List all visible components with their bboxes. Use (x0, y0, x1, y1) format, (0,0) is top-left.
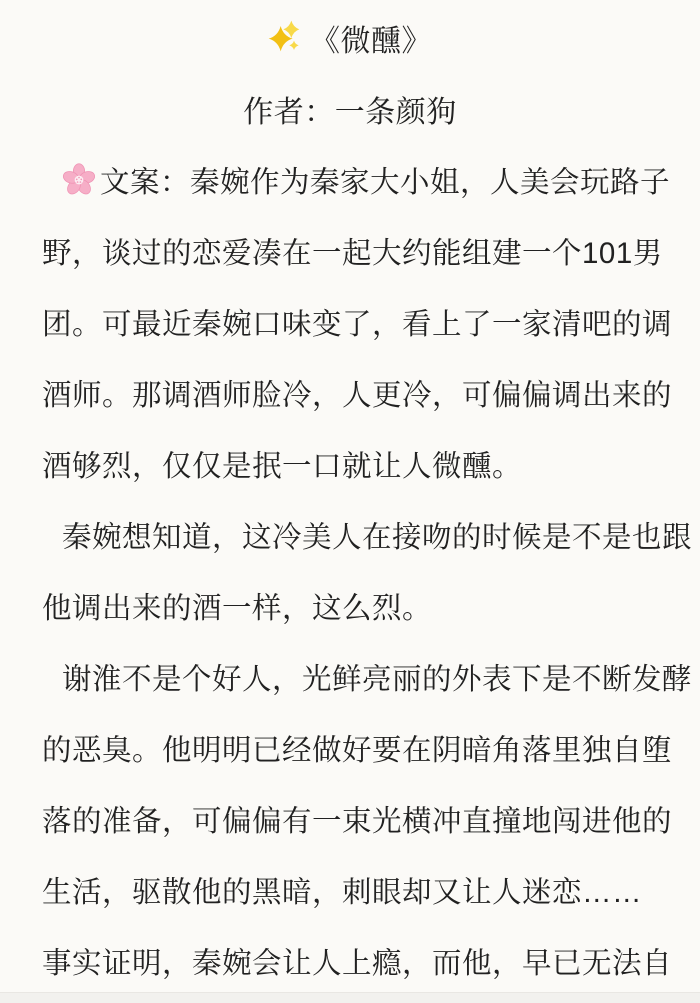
body-line (42, 570, 658, 641)
body-line (42, 286, 673, 357)
body-line-text: 生活，驱散他的黑暗，刺眼却又让人迷恋…… (42, 875, 643, 909)
body-line (42, 854, 658, 925)
body-line (42, 215, 663, 286)
body-line-text: 的恶臭。他明明已经做好要在阴暗角落里独自堕 (42, 733, 673, 767)
body-line-text: 酒够烈，仅仅是抿一口就让人微醺。 (42, 449, 523, 483)
cherry-blossom-icon (62, 163, 96, 197)
sparkles-icon (268, 20, 300, 52)
body-line-text: 事实证明，秦婉会让人上瘾，而他，早已无法自 (42, 946, 673, 980)
body-line (42, 712, 673, 783)
author-line (42, 73, 658, 144)
reader-page (0, 2, 700, 996)
book-title-line (42, 2, 658, 73)
body-line-text: 文案：秦婉作为秦家大小姐，人美会玩路子 (100, 165, 671, 199)
bottom-edge-strip (0, 992, 700, 1003)
body-line (42, 783, 673, 854)
body-line-text: 他调出来的酒一样，这么烈。 (42, 591, 433, 625)
body-line (42, 499, 693, 570)
body-line (42, 357, 673, 428)
body-line (42, 144, 671, 215)
author-name: 作者：一条颜狗 (243, 95, 457, 129)
body-line (42, 641, 693, 712)
body-line-text: 落的准备，可偏偏有一束光横冲直撞地闯进他的 (42, 804, 673, 838)
body-line (42, 925, 673, 996)
body-line-text: 谢淮不是个好人，光鲜亮丽的外表下是不断发酵 (62, 662, 693, 696)
body-line-text: 秦婉想知道，这冷美人在接吻的时候是不是也跟 (62, 520, 693, 554)
body-line-text: 团。可最近秦婉口味变了，看上了一家清吧的调 (42, 307, 673, 341)
body-line (42, 428, 658, 499)
body-line-text: 酒师。那调酒师脸冷，人更冷，可偏偏调出来的 (42, 378, 673, 412)
body-line-text: 野，谈过的恋爱凑在一起大约能组建一个101男 (42, 236, 663, 270)
book-title: 《微醺》 (310, 24, 432, 58)
